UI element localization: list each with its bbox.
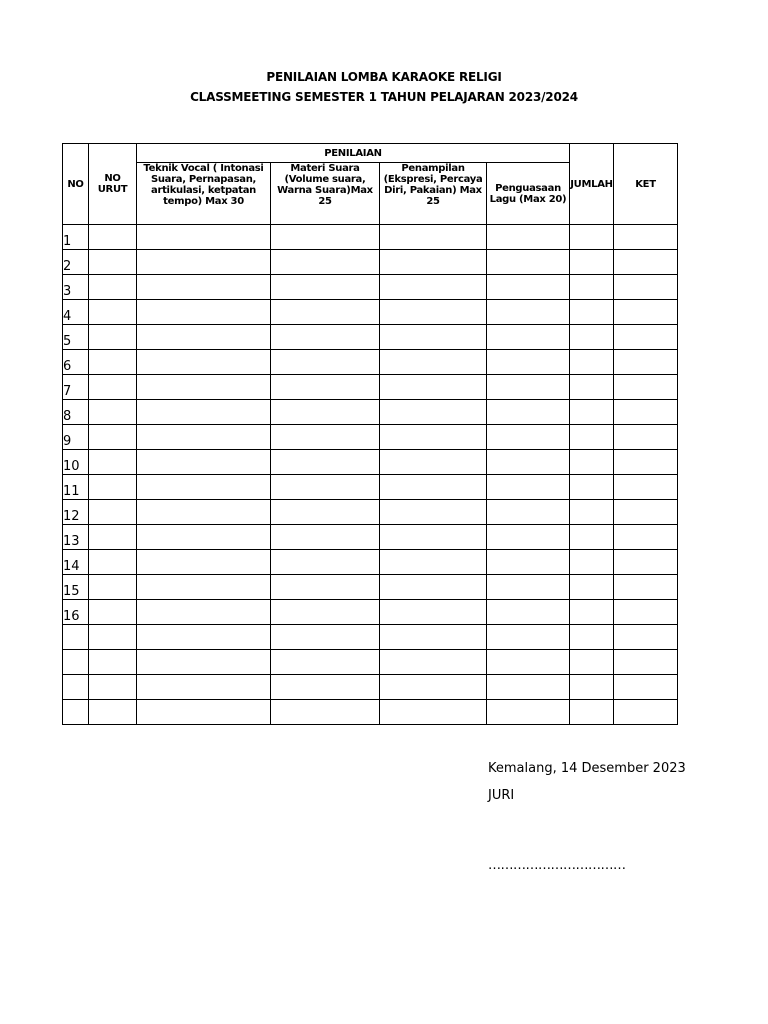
table-cell [487,525,570,550]
table-cell [271,500,380,525]
table-cell [570,275,614,300]
row-number: 15 [63,575,89,600]
table-cell [271,675,380,700]
column-header-penampilan: Penampilan (Ekspresi, Percaya Diri, Pakaian) Max 25 [380,163,487,225]
table-cell [380,375,487,400]
table-row [63,650,678,675]
table-cell [271,300,380,325]
table-cell [271,450,380,475]
table-cell [487,300,570,325]
row-number: 8 [63,400,89,425]
row-number: 9 [63,425,89,450]
table-row [63,500,678,525]
table-row [63,300,678,325]
table-row [63,575,678,600]
row-number: 10 [63,450,89,475]
document-subtitle: CLASSMEETING SEMESTER 1 TAHUN PELAJARAN 2023/2024 [190,90,578,104]
table-cell [89,250,137,275]
table-cell [271,275,380,300]
table-row [63,525,678,550]
table-cell [570,375,614,400]
column-header-teknik-vocal: Teknik Vocal ( Intonasi Suara, Pernapasan, artikulasi, ketpatan tempo) Max 30 [137,163,271,225]
table-cell [614,225,678,250]
table-cell [271,225,380,250]
table-cell [380,675,487,700]
table-row [63,675,678,700]
table-row [63,350,678,375]
table-cell [271,575,380,600]
row-number: 1 [63,225,89,250]
table-cell [380,700,487,725]
table-cell [614,450,678,475]
table-cell [380,525,487,550]
table-cell [137,650,271,675]
table-row [63,325,678,350]
table-cell [570,700,614,725]
column-header-ket: KET [614,144,678,225]
row-number: 4 [63,300,89,325]
table-cell [614,325,678,350]
table-cell [570,225,614,250]
table-cell [614,350,678,375]
table-cell [137,350,271,375]
column-header-penilaian: PENILAIAN [137,144,570,163]
row-number [63,675,89,700]
table-row [63,275,678,300]
table-cell [89,525,137,550]
table-cell [137,225,271,250]
table-cell [380,650,487,675]
table-cell [570,450,614,475]
table-row [63,475,678,500]
table-cell [487,500,570,525]
table-cell [380,500,487,525]
table-cell [271,350,380,375]
table-cell [137,600,271,625]
table-cell [89,275,137,300]
table-cell [271,700,380,725]
table-cell [487,400,570,425]
table-cell [570,650,614,675]
table-row [63,700,678,725]
table-cell [570,325,614,350]
row-number: 13 [63,525,89,550]
table-cell [89,500,137,525]
table-cell [89,700,137,725]
column-header-penguasaan-lagu: Penguasaan Lagu (Max 20) [487,163,570,225]
table-cell [380,450,487,475]
table-cell [487,600,570,625]
row-number: 5 [63,325,89,350]
table-cell [570,350,614,375]
table-cell [487,375,570,400]
table-cell [380,475,487,500]
table-cell [570,400,614,425]
table-cell [137,475,271,500]
table-cell [614,700,678,725]
table-cell [380,550,487,575]
table-cell [614,400,678,425]
table-cell [380,300,487,325]
table-cell [89,225,137,250]
table-cell [137,500,271,525]
table-row [63,600,678,625]
table-cell [487,225,570,250]
table-cell [487,475,570,500]
column-header-no: NO [63,144,89,225]
table-cell [271,475,380,500]
table-cell [614,525,678,550]
table-cell [137,250,271,275]
table-cell [271,650,380,675]
table-cell [89,375,137,400]
table-cell [89,575,137,600]
table-cell [614,600,678,625]
table-cell [380,575,487,600]
table-cell [487,325,570,350]
table-cell [614,625,678,650]
table-cell [380,325,487,350]
table-cell [137,275,271,300]
table-cell [271,525,380,550]
table-cell [614,500,678,525]
table-cell [614,650,678,675]
column-header-materi-suara: Materi Suara (Volume suara, Warna Suara)Max 25 [271,163,380,225]
table-cell [89,400,137,425]
table-cell [137,625,271,650]
table-cell [487,675,570,700]
table-row [63,400,678,425]
table-cell [380,225,487,250]
table-cell [487,425,570,450]
table-cell [380,625,487,650]
table-cell [137,375,271,400]
table-cell [137,575,271,600]
table-cell [614,575,678,600]
table-cell [614,375,678,400]
table-cell [137,700,271,725]
column-header-no-urut: NO URUT [89,144,137,225]
table-cell [89,600,137,625]
table-cell [614,550,678,575]
table-cell [89,625,137,650]
table-row [63,625,678,650]
row-number: 16 [63,600,89,625]
table-cell [614,425,678,450]
row-number: 12 [63,500,89,525]
document-title: PENILAIAN LOMBA KARAOKE RELIGI [266,70,502,84]
table-cell [271,375,380,400]
table-row [63,550,678,575]
table-cell [570,525,614,550]
table-cell [89,425,137,450]
place-date: Kemalang, 14 Desember 2023 [488,761,686,776]
table-cell [614,675,678,700]
row-number: 14 [63,550,89,575]
judge-label: JURI [488,788,515,803]
table-cell [570,575,614,600]
table-cell [487,700,570,725]
table-cell [137,525,271,550]
score-table-body [63,225,678,725]
table-cell [89,325,137,350]
table-cell [380,250,487,275]
table-cell [89,550,137,575]
table-cell [487,575,570,600]
table-cell [487,350,570,375]
row-number [63,700,89,725]
table-cell [137,425,271,450]
row-number [63,625,89,650]
score-table [62,143,678,725]
table-cell [487,625,570,650]
table-cell [614,250,678,275]
table-cell [570,425,614,450]
table-cell [271,325,380,350]
table-row [63,250,678,275]
table-cell [570,625,614,650]
table-cell [89,450,137,475]
table-cell [487,550,570,575]
table-cell [570,600,614,625]
table-cell [570,300,614,325]
table-cell [89,350,137,375]
table-cell [380,425,487,450]
table-cell [271,400,380,425]
table-cell [614,300,678,325]
table-cell [137,550,271,575]
table-row [63,225,678,250]
table-row [63,425,678,450]
table-cell [570,675,614,700]
table-cell [137,325,271,350]
row-number: 3 [63,275,89,300]
table-cell [487,450,570,475]
table-cell [487,650,570,675]
table-cell [380,400,487,425]
table-cell [487,275,570,300]
table-cell [137,400,271,425]
table-cell [137,300,271,325]
row-number: 11 [63,475,89,500]
column-header-jumlah: JUMLAH [570,144,614,225]
table-cell [271,625,380,650]
table-row [63,375,678,400]
table-cell [570,250,614,275]
table-cell [137,450,271,475]
table-cell [487,250,570,275]
table-cell [89,300,137,325]
table-cell [380,275,487,300]
table-cell [89,675,137,700]
table-cell [380,350,487,375]
table-cell [89,650,137,675]
table-cell [380,600,487,625]
table-cell [570,475,614,500]
row-number: 7 [63,375,89,400]
table-cell [89,475,137,500]
table-cell [137,675,271,700]
table-cell [271,600,380,625]
table-cell [271,250,380,275]
table-cell [614,275,678,300]
table-cell [570,550,614,575]
table-cell [570,500,614,525]
row-number [63,650,89,675]
row-number: 6 [63,350,89,375]
table-cell [614,475,678,500]
row-number: 2 [63,250,89,275]
signature-line: …………………………… [488,858,626,873]
table-row [63,450,678,475]
table-cell [271,425,380,450]
table-cell [271,550,380,575]
